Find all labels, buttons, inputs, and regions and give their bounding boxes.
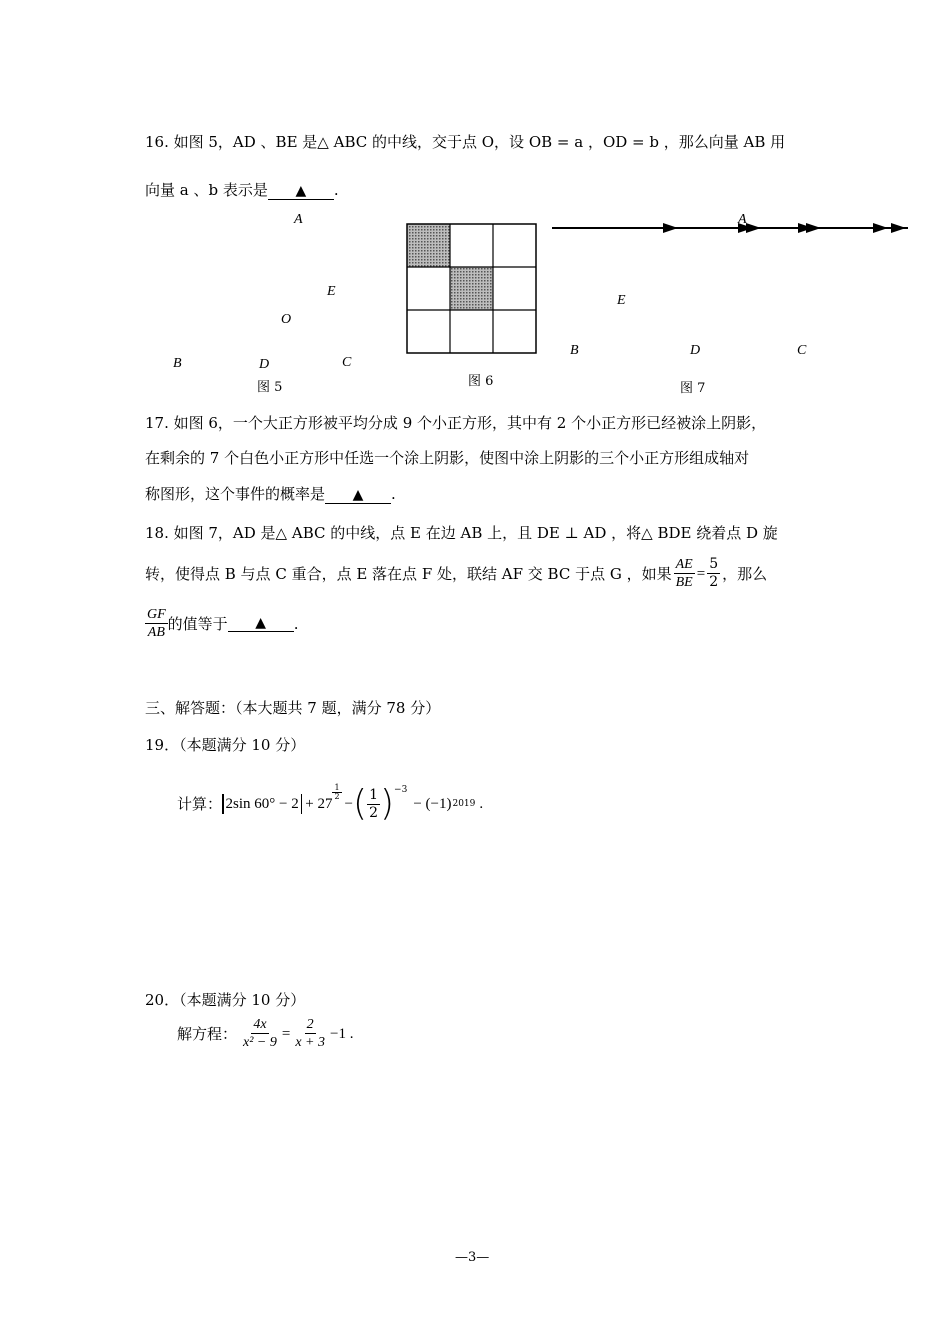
fig6-shaded-cell [450, 267, 493, 310]
q17-line1: 17. 如图 6，一个大正方形被平均分成 9 个小正方形，其中有 2 个小正方形已经被涂上阴影， [145, 414, 767, 432]
q18-value-den: 2 [709, 574, 719, 590]
q18-line3-suffix: . [293, 614, 299, 633]
q20-equals: = [281, 1025, 291, 1042]
fig5-label-e: E [327, 284, 336, 299]
q19-frac-num: 1 [369, 786, 378, 803]
q16-line2-suffix: . [333, 181, 339, 199]
fig5-label-o: O [281, 312, 292, 327]
q18-line3 [145, 606, 298, 641]
q19-frac-den: 2 [369, 804, 378, 821]
q16-line2 [145, 180, 339, 200]
q17-line3-prefix: 称图形，这个事件的概率是 [145, 485, 326, 503]
page-number: —3— [455, 1250, 490, 1265]
q17-line2: 在剩余的 7 个白色小正方形中任选一个涂上阴影，使图中涂上阴影的三个小正方形组成轴对 [145, 449, 750, 467]
q20-rhs-den: x + 3 [295, 1035, 326, 1050]
fig5-label-c: C [342, 355, 352, 370]
q19-tail-power: 2019 [452, 799, 476, 809]
q18-line3-mid: 的值等于 [167, 614, 228, 633]
q19-exp-num: 1 [334, 783, 340, 792]
q20-prefix: 解方程： [177, 1024, 238, 1043]
fig7-label-d: D [690, 343, 701, 358]
q16-line2-prefix: 向量 a 、b 表示是 [145, 181, 268, 199]
q18-line2-prefix: 转，使得点 B 与点 C 重合，点 E 落在点 F 处，联结 AF 交 BC 于点 G ，如果 [145, 564, 672, 583]
section3-title: 三、解答题：（本大题共 7 题，满分 78 分） [145, 699, 441, 717]
fig7-label-c: C [797, 343, 807, 358]
q18-ratio-num: AE [675, 557, 693, 572]
q19-plus-27: + 27 [305, 796, 333, 812]
fig6-shaded-cell [407, 224, 450, 267]
q20-lhs-fraction [241, 1016, 279, 1051]
figure-6-grid [406, 223, 538, 354]
fig5-label-d: D [259, 357, 270, 372]
q19-fraction [367, 787, 380, 822]
abs-bar-right [301, 794, 303, 814]
fig5-label-a: A [294, 212, 303, 227]
q18-ratio-fraction [674, 556, 695, 591]
left-paren: ( [353, 783, 368, 824]
q20-heading: 20．（本题满分 10 分） [145, 991, 306, 1009]
q17-answer-blank: ▲ [325, 487, 391, 504]
q20-rhs-fraction [293, 1016, 327, 1051]
q17-line3-suffix: . [391, 485, 396, 503]
fig5-label-b: B [173, 356, 182, 371]
q18-ask-fraction [145, 606, 168, 641]
q19-exponent-fraction [332, 784, 341, 801]
q16-line1: 16. 如图 5，AD 、BE 是△ ABC 的中线，交于点 O，设 OB = a ，OD = b ，那么向量 AB 用 [145, 133, 786, 151]
q18-line2 [145, 556, 767, 591]
fig7-label-b: B [570, 343, 579, 358]
q18-ask-num: GF [147, 607, 166, 622]
q18-line1: 18. 如图 7，AD 是△ ABC 的中线，点 E 在边 AB 上，且 DE ⊥ AD ，将△ BDE 绕着点 D 旋 [145, 524, 778, 542]
q19-heading: 19．（本题满分 10 分） [145, 736, 306, 754]
q16-answer-blank: ▲ [268, 183, 334, 200]
q18-equals: = [696, 565, 706, 582]
abs-bar-left [222, 794, 224, 814]
fig7-label-e: E [617, 293, 626, 308]
q20-equation [177, 1016, 353, 1051]
q19-end: . [479, 796, 484, 812]
q18-value-num: 5 [709, 556, 719, 572]
q18-value-fraction [707, 556, 720, 591]
q20-lhs-num: 4x [253, 1017, 267, 1032]
q18-ratio-den: BE [675, 575, 693, 590]
q20-rhs-num: 2 [306, 1017, 314, 1032]
fig6-caption: 图 6 [468, 374, 494, 389]
q18-answer-blank: ▲ [228, 615, 294, 632]
fig7-caption: 图 7 [680, 381, 706, 396]
q18-line2-suffix: ，那么 [722, 564, 768, 583]
q19-tail: − (−1) [413, 796, 452, 812]
q18-ask-den: AB [147, 625, 165, 640]
q20-lhs-den: x² − 9 [243, 1035, 277, 1050]
q19-power: −3 [394, 785, 408, 795]
fig5-caption: 图 5 [257, 380, 283, 395]
q19-minus: − [344, 796, 354, 812]
q17-line3 [145, 484, 396, 504]
q20-tail: −1 . [330, 1025, 354, 1042]
q19-prefix: 计算： [177, 795, 223, 813]
q19-expression [177, 783, 484, 824]
right-paren: ) [379, 783, 395, 824]
figure-7-arrows [548, 216, 918, 240]
q19-exp-den: 2 [334, 792, 340, 801]
fig7-label-a: A [738, 212, 747, 227]
q19-abs-content: 2sin 60° − 2 [225, 796, 299, 812]
